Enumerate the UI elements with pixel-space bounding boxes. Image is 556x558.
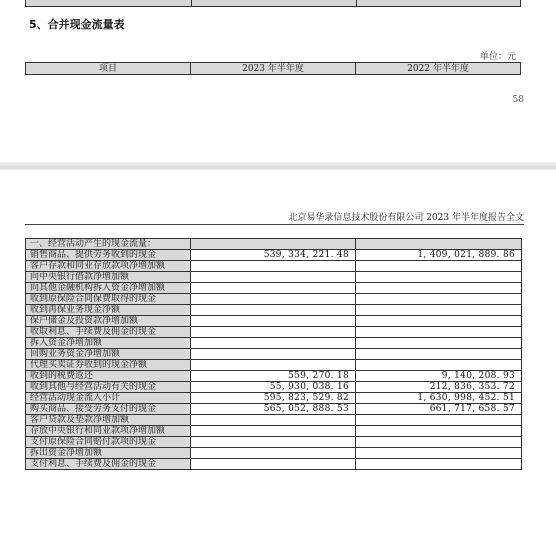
table-row [26, 349, 522, 360]
page-number: 58 [512, 95, 524, 105]
row-item-label: 支付原保险合同赔付款项的现金 [26, 437, 191, 448]
table-row [26, 404, 522, 415]
row-current-value [191, 437, 356, 448]
row-previous-value [356, 327, 522, 338]
table-row [26, 415, 522, 426]
row-previous-value [356, 437, 522, 448]
row-item-label: 销售商品、提供劳务收到的现金 [26, 250, 191, 261]
row-current-value [191, 261, 356, 272]
row-current-value: 595, 823, 529. 82 [191, 393, 356, 404]
row-current-value [191, 239, 356, 250]
row-item-label: 保户储金及投资款净增加额 [26, 316, 191, 327]
row-item-label: 收到再保业务现金净额 [26, 305, 191, 316]
row-current-value [191, 349, 356, 360]
row-item-label: 存放中央银行和同业款项净增加额 [26, 426, 191, 437]
cash-flow-header-table [25, 62, 521, 75]
row-previous-value: 9, 140, 208. 93 [356, 371, 522, 382]
row-current-value: 559, 270. 18 [191, 371, 356, 382]
row-previous-value [356, 349, 522, 360]
row-current-value [191, 459, 356, 470]
row-previous-value [356, 305, 522, 316]
row-previous-value [356, 448, 522, 459]
cash-flow-table [25, 238, 522, 470]
table-row [26, 393, 522, 404]
row-item-label: 向其他金融机构拆入资金净增加额 [26, 283, 191, 294]
row-current-value [191, 426, 356, 437]
table-row [26, 437, 522, 448]
table-row [26, 360, 522, 371]
row-item-label: 经营活动现金流入小计 [26, 393, 191, 404]
table-row [26, 305, 522, 316]
row-previous-value [356, 338, 522, 349]
table-row [26, 327, 522, 338]
table-row [26, 294, 522, 305]
row-item-label: 一、经营活动产生的现金流量： [26, 239, 191, 250]
row-previous-value: 661, 717, 658. 57 [356, 404, 522, 415]
row-current-value [191, 415, 356, 426]
table-row [26, 316, 522, 327]
header-rule [25, 224, 524, 225]
running-header: 北京易华录信息技术股份有限公司 2023 年半年度报告全文 [288, 213, 524, 223]
row-item-label: 代理买卖证券收到的现金净额 [26, 360, 191, 371]
previous-table-bottom-edge [25, 0, 521, 7]
row-item-label: 客户存款和同业存放款项净增加额 [26, 261, 191, 272]
row-previous-value [356, 360, 522, 371]
row-previous-value [356, 415, 522, 426]
row-previous-value [356, 316, 522, 327]
row-previous-value [356, 261, 522, 272]
table-row [26, 250, 522, 261]
row-current-value [191, 283, 356, 294]
row-current-value [191, 327, 356, 338]
row-current-value [191, 305, 356, 316]
table-row [26, 239, 522, 250]
table-row [26, 283, 522, 294]
row-previous-value [356, 239, 522, 250]
row-item-label: 拆出资金净增加额 [26, 448, 191, 459]
table-row [26, 371, 522, 382]
unit-label: 单位：元 [479, 52, 516, 62]
header-item: 项目 [26, 63, 191, 75]
row-item-label: 收取利息、手续费及佣金的现金 [26, 327, 191, 338]
row-current-value [191, 294, 356, 305]
row-previous-value: 212, 836, 353. 72 [356, 382, 522, 393]
row-current-value: 55, 930, 038. 16 [191, 382, 356, 393]
row-item-label: 收到的税费返还 [26, 371, 191, 382]
row-previous-value [356, 294, 522, 305]
table-row [26, 426, 522, 437]
row-item-label: 向中央银行借款净增加额 [26, 272, 191, 283]
section-heading: 5、合并现金流量表 [29, 18, 125, 31]
row-item-label: 购买商品、接受劳务支付的现金 [26, 404, 191, 415]
row-item-label: 收到原保险合同保费取得的现金 [26, 294, 191, 305]
row-item-label: 回购业务资金净增加额 [26, 349, 191, 360]
table-divider [356, 0, 357, 6]
row-previous-value [356, 426, 522, 437]
table-divider [191, 0, 192, 6]
header-previous-period: 2022 年半年度 [356, 63, 521, 75]
table-row [26, 261, 522, 272]
table-row [26, 448, 522, 459]
row-item-label: 拆入资金净增加额 [26, 338, 191, 349]
row-current-value [191, 448, 356, 459]
row-item-label: 收到其他与经营活动有关的现金 [26, 382, 191, 393]
table-row [26, 272, 522, 283]
table-header-row [26, 63, 521, 75]
row-current-value [191, 360, 356, 371]
table-row [26, 382, 522, 393]
report-page-upper [0, 0, 556, 164]
table-row [26, 338, 522, 349]
table-row [26, 459, 522, 470]
row-previous-value: 1, 409, 021, 889. 86 [356, 250, 522, 261]
row-item-label: 客户贷款及垫款净增加额 [26, 415, 191, 426]
row-current-value: 539, 334, 221. 48 [191, 250, 356, 261]
row-current-value: 565, 052, 888. 53 [191, 404, 356, 415]
row-current-value [191, 338, 356, 349]
row-current-value [191, 272, 356, 283]
row-previous-value [356, 459, 522, 470]
header-current-period: 2023 年半年度 [191, 63, 356, 75]
report-page-lower [0, 170, 556, 558]
row-item-label: 支付利息、手续费及佣金的现金 [26, 459, 191, 470]
row-previous-value: 1, 630, 998, 452. 51 [356, 393, 522, 404]
row-previous-value [356, 272, 522, 283]
row-current-value [191, 316, 356, 327]
row-previous-value [356, 283, 522, 294]
